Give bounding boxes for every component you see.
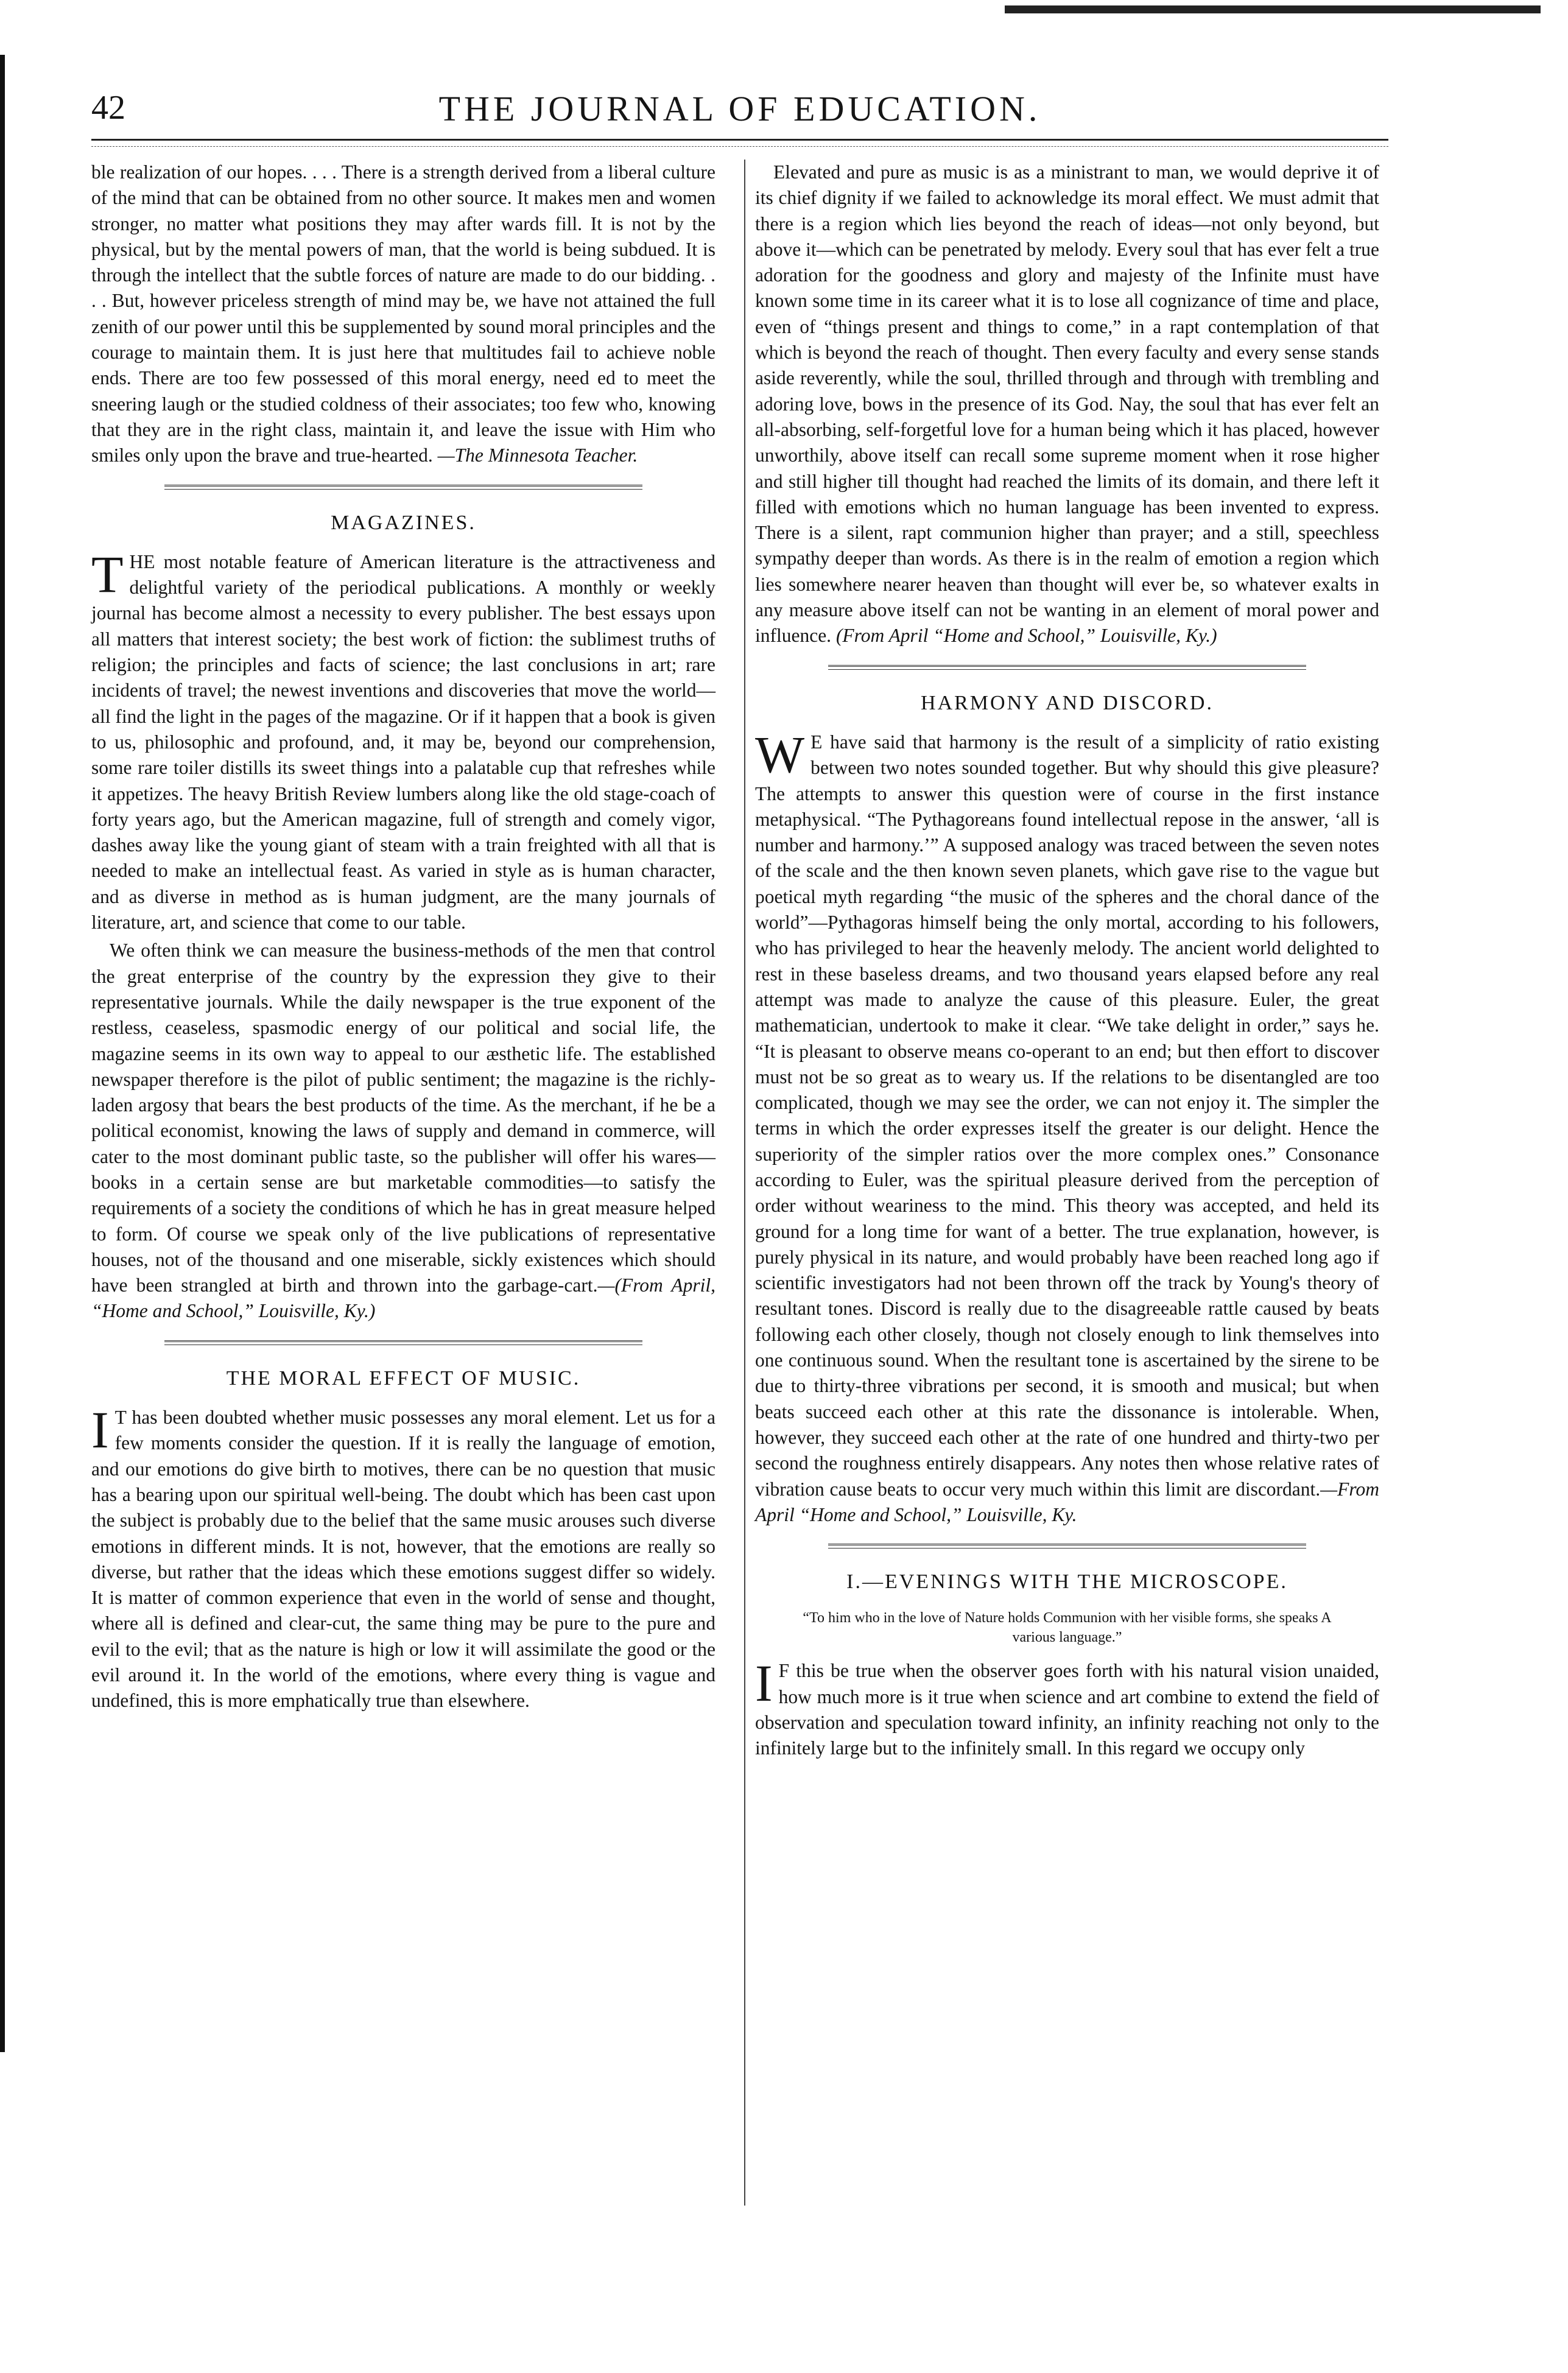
magazines-heading: MAGAZINES. [331,511,476,534]
source-line: —The Minnesota Teacher. [437,445,638,466]
page-header [91,88,1388,131]
music-continuation: Elevated and pure as music is as a ministrant to man, we would deprive it of its chief dignity if we failed to acknowledge its moral effect. We must admit that there is a region which lies beyond the reach of ideas—not only beyond, but above it—which can be penetrated by melody. Every soul that has ever felt a true adoration for the goodness and glory and majesty of the Infinite must have known some time in its career what it is to lose all cognizance of time and place, even of “things present and things to come,” in a rapt contemplation of that which is beyond the reach of thought. Then every faculty and every sense stands aside reverently, while the soul, thrilled through and through with trembling and adoring love, bows in the presence of its God. Nay, the soul that has ever felt an all-absorbing, self-forgetful love for a human being which it has placed, however unworthily, above itself can recall some supreme moment when it rose higher and still higher till thought had reached the limits of its domain, and there left it filled with emotions which no human language has been invented to express. There is a silent, rapt communion higher than prayer; and a still, speechless sympathy deeper than words. As there is in the realm of emotion a region which lies somewhere nearer heaven than thought will ever be, so whatever exalts in any measure above itself can not be wanting in an element of moral power and influence. (From April “Home and School,” Louisville, Ky.) [755,161,1379,647]
source-line: (From April “Home and School,” Louisville, Ky.) [835,625,1217,647]
header-rule [91,139,1388,141]
top-rule [1005,0,1541,13]
moral-effect-paragraph-1: I T has been doubted whether music possesses any moral element. Let us for a few moments consider the question. If it is really the language of emotion, and our emotions do give birth to motives, there can be no question that music has a bearing upon our spiritual well-being. The doubt which has been cast upon the subject is probably due to the belief that the same music arouses such diverse emotions in different minds. It is not, however, that the emotions are really so diverse, but rather that the ideas which these emotions suggest differ so widely. It is matter of common experience that even in the world of sense and thought, where all is defined and clear-cut, the same thing may be pure to the pure and evil to the evil; that as the nature is high or low it will assimilate the good or the evil around it. In the world of the emotions, where every thing is vague and undefined, this is more emphatically true than elsewhere. [91,1401,715,1712]
source-line: —From April “Home and School,” Louisville, Ky. [755,1478,1379,1525]
harmony-heading: HARMONY AND DISCORD. [921,691,1214,714]
source-line: —(From April, “Home and School,” Louisville, Ky.) [91,1274,715,1322]
section-rule [828,665,1306,670]
drop-cap: T [91,544,124,603]
magazines-paragraph-1: THE most notable feature of American literature is the attractiveness and delightful variety of the periodical publications. A monthly or weekly journal has become almost a necessity to every publisher. The best essays upon all matters that interest society; the best work of fiction: the sublimest truths of religion; the principles and facts of science; the last conclusions in art; rare incidents of travel; the newest inventions and discoveries that move the world—all find the light in the pages of the magazine. Or if it happen that a book is given to us, philosophic and profound, and, it may be, beyond our comprehension, some rare toiler distills its sweet things into a palatable cup that refreshes while it appetizes. The heavy British Review lumbers along like the old stage-coach of forty years ago, but the American magazine, full of strength and comely vigor, dashes away like the young giant of steam with a train freighted with all that is needed to make an intellectual feast. As varied in style as is human character, and as diverse in method as is human judgment, are the many journals of literature, art, and science that come to our table. [91,544,715,933]
microscope-heading: I.—EVENINGS WITH THE MICROSCOPE. [846,1570,1288,1594]
magazines-paragraph-2: We often think we can measure the business-methods of the men that control the great enterprise of the country by the expression they give to their representative journals. While the daily newspaper is the true exponent of the restless, ceaseless, spasmodic energy of our political and social life, the magazine seems in its own way to appeal to our æsthetic life. The established newspaper therefore is the pilot of public sentiment; the magazine is the richly-laden argosy that bears the best products of the time. As the merchant, if he be a political economist, knowing the laws of supply and demand in commerce, will cater to the most dominant public taste, so the publisher will offer his wares—books in a certain sense are but marketable commodities—to satisfy the requirements of a society the conditions of which he has in great measure helped to form. Of course we speak only of the live publications of representative houses, not of the thousand and one miserable, sickly existences which should have been strangled at birth and thrown into the garbage-cart.—(From April, “Home and School,” Louisville, Ky.) [91,940,715,1322]
drop-cap: W [755,725,805,784]
moral-effect-heading: THE MORAL EFFECT OF MUSIC. [226,1366,581,1390]
section-rule [164,1340,642,1345]
journal-title: THE JOURNAL OF EDUCATION. [438,89,1041,128]
right-column [755,160,1379,1764]
harmony-paragraph-1: W E have said that harmony is the result of a simplicity of ratio existing between two notes sounded together. But why should this give pleasure? The attempts to answer this question were of course in the first instance metaphysical. “The Pythagoreans found intellectual repose in the answer, ‘all is number and harmony.’” A supposed analogy was traced between the seven notes of the scale and the then known seven planets, which gave rise to the vague but poetical myth regarding “the music of the spheres and the choral dance of the world”—Pythagoras himself being the only mortal, according to his followers, who has privileged to hear the heavenly melody. The ancient world delighted to rest in these baseless dreams, and two thousand years elapsed before any real attempt was made to analyze the cause of this pleasure. Euler, the great mathematician, undertook to make it clear. “We take delight in order,” says he. “It is pleasant to observe means co-operant to an end; but then effort to discover must not be so great as to weary us. If the relations to be disentangled are too complicated, though we may see the order, we can not enjoy it. The simpler the terms in which the order expresses itself the greater is our delight. Hence the superiority of the simpler ratios over the more complex ones.” Consonance according to Euler, was the spiritual pleasure derived from the perception of order without weariness to the mind. This theory was accepted, and held its ground for a long time for want of a better. The true explanation, however, is purely physical in its nature, and would probably have been reached long ago if scientific investigators had not been thrown off the track by Young's theory of resultant tones. Discord is really due to the disagreeable rattle caused by beats following each other closely, though not closely enough to link themselves into one continuous sound. When the resultant tone is ascertained by the sirene to be due to thirty-three vibrations per second, it is smooth and musical; but when beats succeed each other at this rate the dissonance is intolerable. When, however, they succeed each other at the rate of one hundred and thirty-two per second the roughness entirely disappears. Any notes then whose relative rates of vibration cause beats to occur very much within this limit are discordant.—From April “Home and School,” Louisville, Ky. [755,725,1379,1525]
section-rule [828,1544,1306,1549]
drop-cap: I [91,1401,109,1460]
drop-cap: I [755,1654,773,1713]
column-separator [744,160,745,2206]
microscope-paragraph-1: I F this be true when the observer goes forth with his natural vision unaided, how much more is it true when science and art combine to extend the field of observation and speculation toward infinity, an infinity reaching not only to the infinitely large but to the infinitely small. In this regard we occupy only [755,1654,1379,1759]
article-continuation: ble realization of our hopes. . . . There is a strength derived from a liberal culture of the mind that can be obtained from no other source. It makes men and women stronger, no matter what positions they may after wards fill. It is not by the physical, but by the mental powers of man, that the world is being subdued. It is through the intellect that the subtle forces of nature are made to do our bidding. . . . But, however priceless strength of mind may be, we have not attained the full zenith of our power until this be supplemented by sound moral principles and the courage to maintain them. It is just here that multitudes fail to achieve noble ends. There are too few possessed of this moral energy, need ed to meet the sneering laugh or the studied coldness of their associates; too few who, knowing that they are in the right class, maintain it, and leave the issue with Him who smiles only upon the brave and true-hearted. —The Minnesota Teacher. [91,161,715,466]
left-column [91,160,715,1717]
section-rule [164,485,642,490]
binding-edge [0,55,5,2052]
header-rule-2 [91,146,1388,147]
page-number: 42 [91,89,125,127]
epigraph: “To him who in the love of Nature holds Communion with her visible forms, she speaks A various language.” [803,1610,1332,1646]
